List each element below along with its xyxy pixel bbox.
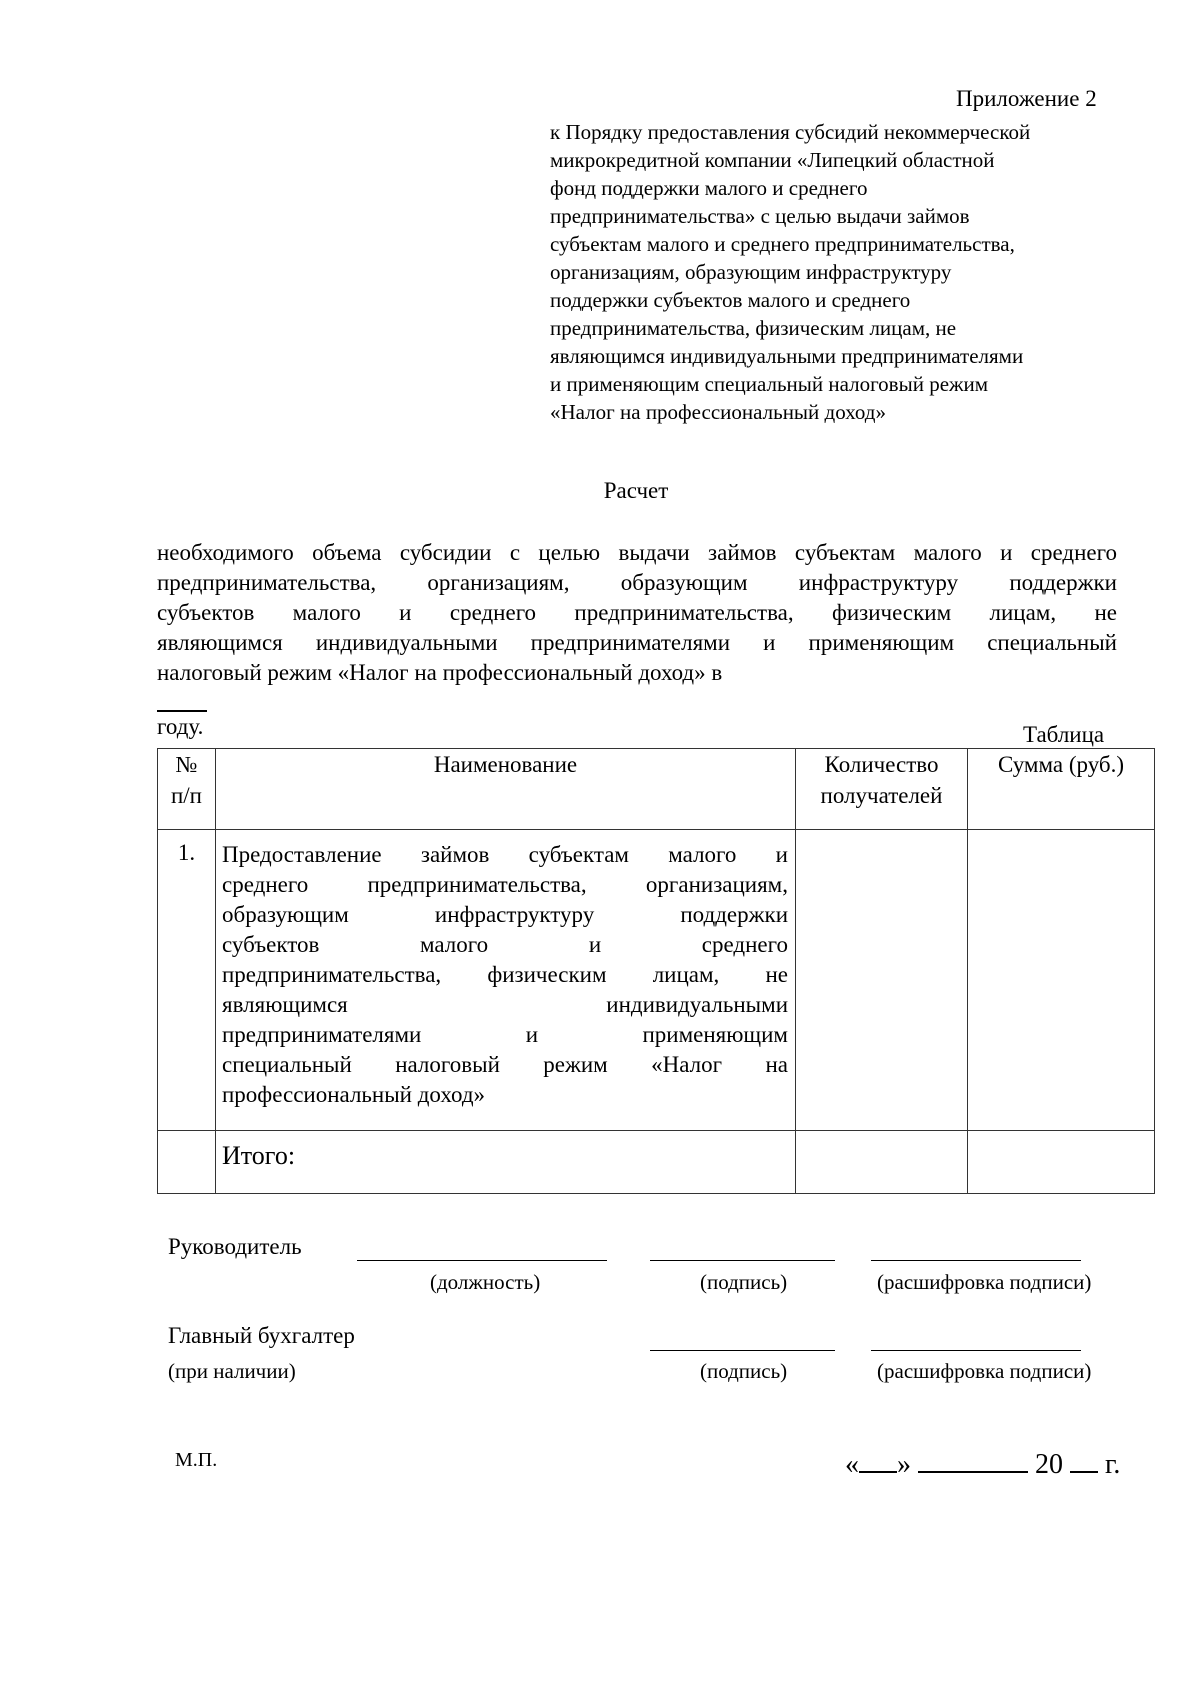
intro-line: необходимого объема субсидии с целью выдачи займов субъектам малого и среднего	[157, 540, 1117, 565]
signature-caption: (подпись)	[700, 1270, 788, 1294]
appendix-line: предпринимательства» с целью выдачи займов	[550, 204, 970, 228]
intro-line: субъектов малого и среднего предпринимательства, физическим лицам, не	[157, 600, 1117, 625]
accountant-signature-caption: (подпись)	[700, 1359, 788, 1383]
appendix-line: и применяющим специальный налоговый режим	[550, 372, 989, 396]
row-name-line: среднего предпринимательства, организациям,	[222, 872, 788, 897]
director-decoding-line[interactable]	[871, 1260, 1081, 1261]
calculation-table	[157, 748, 1155, 1194]
accountant-signature-line[interactable]	[650, 1350, 835, 1351]
position-caption: (должность)	[430, 1270, 541, 1294]
header-sum: Сумма (руб.)	[968, 749, 1155, 830]
appendix-line: предпринимательства, физическим лицам, не	[550, 316, 957, 340]
date-field	[845, 1449, 1120, 1481]
header-quantity-line2: получателей	[820, 783, 943, 808]
row-name-line: образующим инфраструктуру поддержки	[222, 902, 788, 927]
table-row	[158, 830, 1155, 1131]
total-sum-cell[interactable]	[968, 1131, 1155, 1194]
total-number-cell	[158, 1131, 216, 1194]
row-name	[216, 830, 796, 1131]
director-position-line[interactable]	[357, 1260, 607, 1261]
row-quantity-cell[interactable]	[796, 830, 968, 1131]
appendix-description	[550, 118, 1120, 426]
table-header-row	[158, 749, 1155, 830]
year-blank[interactable]	[157, 688, 207, 712]
intro-line: являющимся индивидуальными предпринимателями и применяющим специальный	[157, 630, 1117, 655]
year-prefix: 20	[1035, 1449, 1063, 1480]
stamp-place-label: М.П.	[175, 1449, 218, 1471]
date-open-quote: «	[845, 1449, 859, 1480]
table-label: Таблица	[1023, 722, 1105, 747]
row-number: 1.	[158, 830, 216, 1131]
appendix-line: «Налог на профессиональный доход»	[550, 400, 886, 424]
accountant-decoding-line[interactable]	[871, 1350, 1081, 1351]
header-number-line1: №	[175, 752, 198, 777]
day-blank[interactable]	[859, 1449, 897, 1473]
director-signature-line[interactable]	[650, 1260, 835, 1261]
document-title: Расчет	[603, 478, 669, 503]
row-name-line: специальный налоговый режим «Налог на	[222, 1052, 788, 1077]
intro-line: предпринимательства, организациям, образующим инфраструктуру поддержки	[157, 570, 1117, 595]
row-name-line: предпринимателями и применяющим	[222, 1022, 788, 1047]
header-number	[158, 749, 216, 830]
intro-paragraph	[157, 538, 1117, 742]
appendix-line: поддержки субъектов малого и среднего	[550, 288, 911, 312]
appendix-line: являющимся индивидуальными предпринимателями	[550, 344, 1024, 368]
date-close-quote: »	[897, 1449, 911, 1480]
accountant-label: Главный бухгалтер	[168, 1323, 355, 1348]
appendix-line: микрокредитной компании «Липецкий областной	[550, 148, 995, 172]
director-label: Руководитель	[168, 1234, 302, 1259]
row-name-line: Предоставление займов субъектам малого и	[222, 842, 788, 867]
appendix-line: субъектам малого и среднего предпринимательства,	[550, 232, 1015, 256]
row-name-line: профессиональный доход»	[222, 1082, 486, 1107]
appendix-title: Приложение 2	[956, 86, 1097, 111]
row-name-line: являющимся индивидуальными	[222, 992, 788, 1017]
total-row	[158, 1131, 1155, 1194]
appendix-line: к Порядку предоставления субсидий некоммерческой	[550, 120, 1031, 144]
total-quantity-cell[interactable]	[796, 1131, 968, 1194]
decoding-caption: (расшифровка подписи)	[877, 1270, 1092, 1294]
header-quantity	[796, 749, 968, 830]
year-suffix-blank[interactable]	[1070, 1449, 1098, 1473]
accountant-note: (при наличии)	[168, 1359, 296, 1383]
header-name: Наименование	[216, 749, 796, 830]
header-number-line2: п/п	[170, 783, 202, 808]
intro-last-after: году.	[157, 714, 204, 739]
header-quantity-line1: Количество	[824, 752, 939, 777]
row-name-line: субъектов малого и среднего	[222, 932, 788, 957]
appendix-line: фонд поддержки малого и среднего	[550, 176, 868, 200]
total-label: Итого:	[216, 1131, 796, 1194]
accountant-decoding-caption: (расшифровка подписи)	[877, 1359, 1092, 1383]
year-suffix-label: г.	[1105, 1449, 1121, 1480]
row-sum-cell[interactable]	[968, 830, 1155, 1131]
intro-last-before: налоговый режим «Налог на профессиональный доход» в	[157, 660, 723, 685]
intro-last-line	[157, 658, 1117, 742]
row-name-line: предпринимательства, физическим лицам, не	[222, 962, 788, 987]
month-blank[interactable]	[918, 1449, 1028, 1473]
appendix-line: организациям, образующим инфраструктуру	[550, 260, 952, 284]
